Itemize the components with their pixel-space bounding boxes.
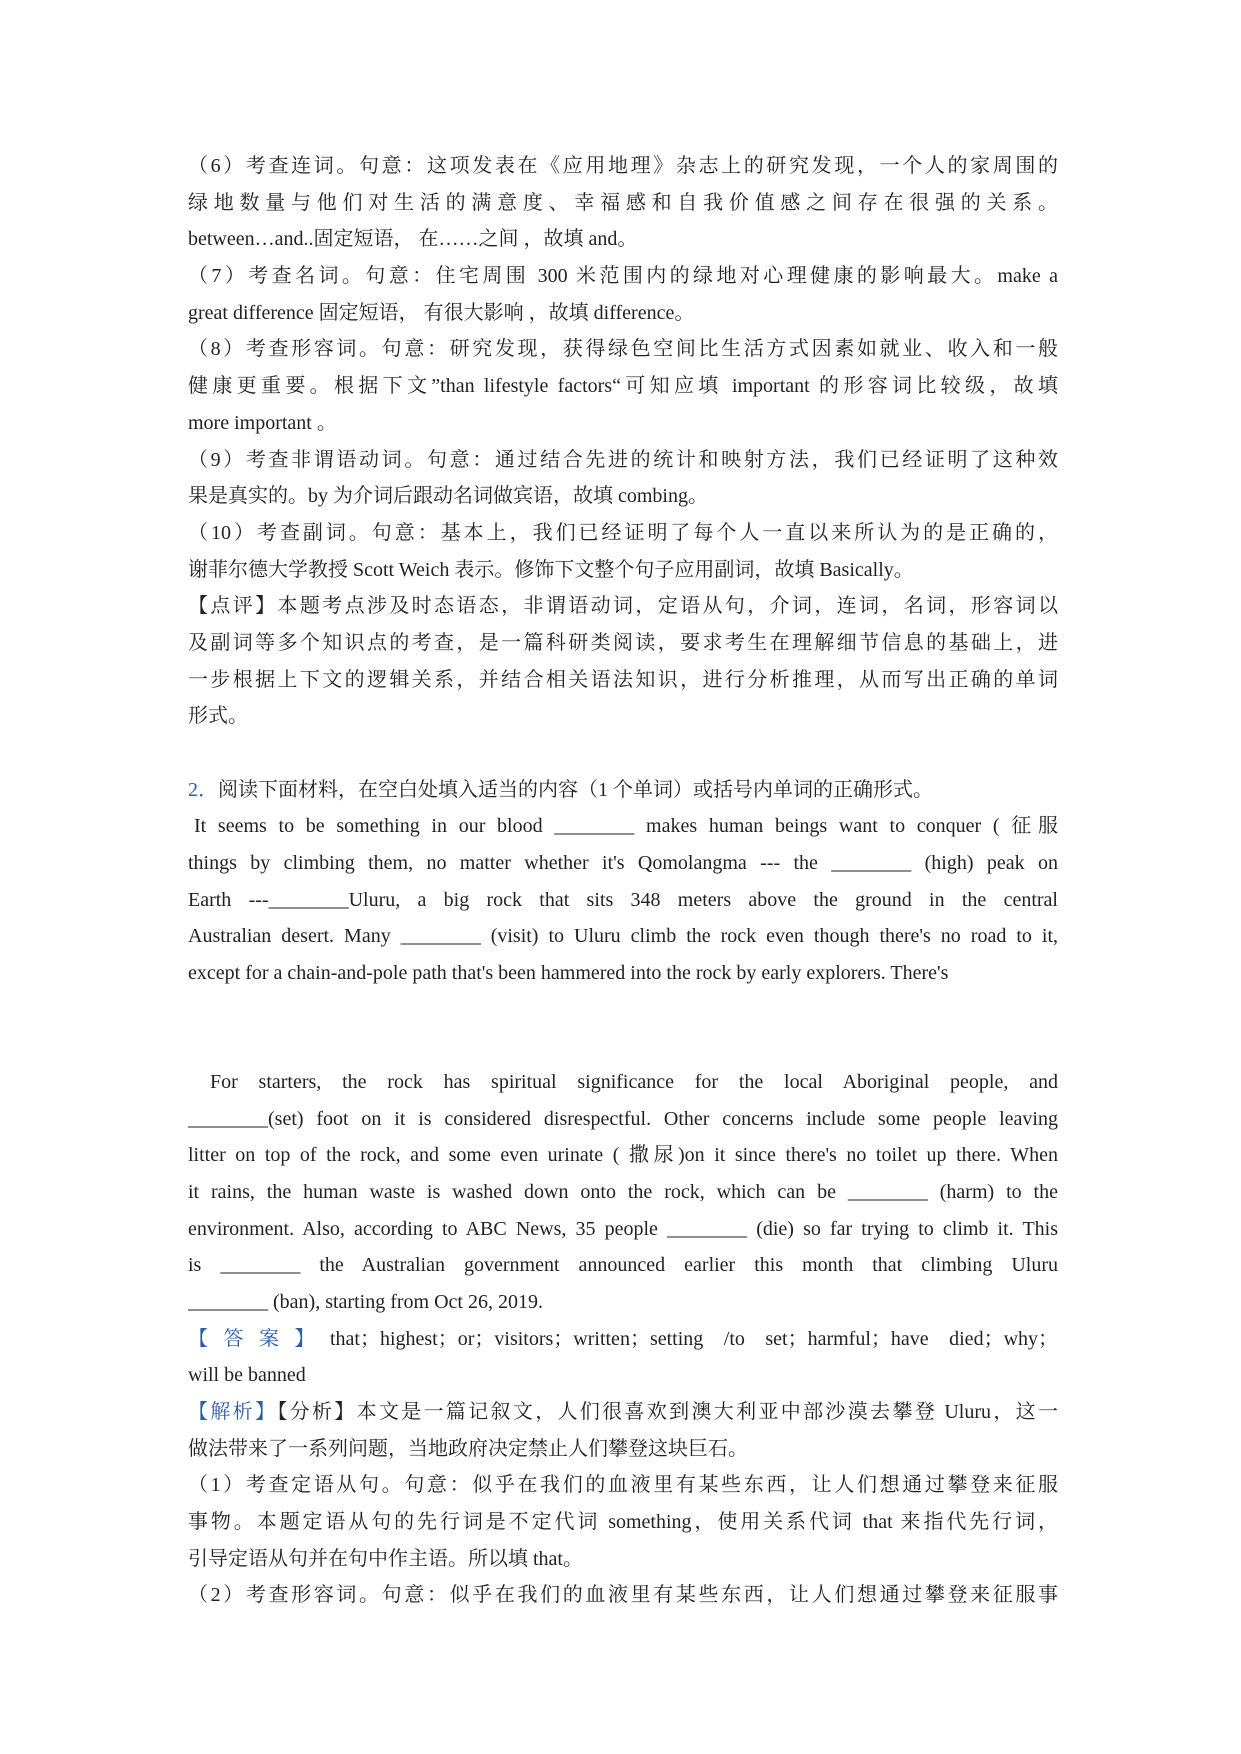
text-line: （6）考查连词。句意：这项发表在《应用地理》杂志上的研究发现，一个人的家周围的 <box>188 155 1058 177</box>
answer-line <box>188 1321 1058 1358</box>
text-line: more important 。 <box>188 411 337 434</box>
text-line: it rains, the human waste is washed down onto the rock, which can be ________ (harm) to the <box>188 1180 1058 1203</box>
answer-label: 【答案】 <box>188 1327 330 1350</box>
explanation-section <box>188 148 1058 735</box>
text-line: （10）考查副词。句意：基本上，我们已经证明了每个人一直以来所认为的是正确的， <box>188 521 1058 544</box>
question-2-instruction: 2．阅读下面材料，在空白处填入适当的内容（1 个单词）或括号内单词的正确形式。 <box>188 778 933 801</box>
text-line: Australian desert. Many ________ (visit) to Uluru climb the rock even though there's no road to it, <box>188 925 1058 948</box>
text-line: 做法带来了一系列问题，当地政府决定禁止人们攀登这块巨石。 <box>188 1437 748 1460</box>
text-line: 及副词等多个知识点的考查，是一篇科研类阅读，要求考生在理解细节信息的基础上，进 <box>188 631 1058 654</box>
text-line: 一步根据上下文的逻辑关系，并结合相关语法知识，进行分析推理，从而写出正确的单词 <box>188 668 1058 691</box>
text-line: 形式。 <box>188 705 248 728</box>
question-number: 2． <box>188 778 218 801</box>
text-line: （7）考查名词。句意：住宅周围 300 米范围内的绿地对心理健康的影响最大。make a <box>188 265 1058 288</box>
paragraph-gap <box>188 735 1058 772</box>
text-line: 绿地数量与他们对生活的满意度、幸福感和自我价值感之间存在很强的关系。 <box>188 191 1058 214</box>
text-line: Earth ---________Uluru, a big rock that sits 348 meters above the ground in the central <box>188 888 1058 911</box>
text-line: It seems to be something in our blood ________ makes human beings want to conquer ( 征服 <box>194 815 1058 838</box>
text-line: 果是真实的。by 为介词后跟动名词做宾语，故填 combing。 <box>188 485 708 508</box>
text-line: is ________ the Australian government announced earlier this month that climbing Uluru <box>188 1254 1058 1277</box>
text-line: great difference 固定短语， 有很大影响 ，故填 difference。 <box>188 301 695 324</box>
text-line: 【点评】本题考点涉及时态语态，非谓语动词，定语从句，介词，连词，名词，形容词以 <box>188 595 1058 618</box>
text-line: 引导定语从句并在句中作主语。所以填 that。 <box>188 1547 583 1570</box>
passage-paragraph-2 <box>188 1064 1058 1321</box>
text-line: ________ (ban), starting from Oct 26, 2019. <box>188 1290 543 1313</box>
analysis-line <box>188 1394 1058 1431</box>
analysis-label: 【解析】 <box>188 1401 278 1423</box>
analysis-text: 【分析】本文是一篇记叙文，人们很喜欢到澳大利亚中部沙漠去攀登 Uluru，这一 <box>277 1401 1058 1423</box>
text-line: ________(set) foot on it is considered disrespectful. Other concerns include some people leaving <box>188 1107 1058 1130</box>
passage-paragraph-1 <box>188 808 1058 991</box>
answer-line-2: will be banned <box>188 1364 306 1387</box>
text-line: litter on top of the rock, and some even urinate ( 撒尿)on it since there's no toilet up there. When <box>188 1144 1058 1167</box>
text-line: between…and..固定短语， 在……之间 ，故填 and。 <box>188 228 638 251</box>
text-line: （8）考查形容词。句意：研究发现，获得绿色空间比生活方式因素如就业、收入和一般 <box>188 338 1058 361</box>
document-page <box>188 148 1058 1614</box>
text-line: （9）考查非谓语动词。句意：通过结合先进的统计和映射方法，我们已经证明了这种效 <box>188 448 1058 471</box>
text-line: （1）考查定语从句。句意：似乎在我们的血液里有某些东西，让人们想通过攀登来征服 <box>188 1474 1058 1497</box>
text-line: 健康更重要。根据下文”than lifestyle factors“可知应填 important 的形容词比较级，故填 <box>188 375 1058 398</box>
text-line: environment. Also, according to ABC News, 35 people ________ (die) so far trying to climb it. This <box>188 1217 1058 1240</box>
text-line: things by climbing them, no matter whether it's Qomolangma --- the ________ (high) peak on <box>188 852 1058 875</box>
text-line: except for a chain-and-pole path that's been hammered into the rock by early explorers. There's <box>188 962 949 985</box>
text-line: （2）考查形容词。句意：似乎在我们的血液里有某些东西，让人们想通过攀登来征服事 <box>188 1584 1058 1607</box>
answer-text: that；highest；or；visitors；written；setting /to set；harmful；have died；why； <box>329 1327 1058 1350</box>
text-line: 事物。本题定语从句的先行词是不定代词 something，使用关系代词 that 来指代先行词， <box>188 1511 1058 1534</box>
missing-text-gap <box>188 992 1058 1064</box>
analysis-section <box>188 1431 1058 1614</box>
text-line: 谢菲尔德大学教授 Scott Weich 表示。修饰下文整个句子应用副词，故填 Basically。 <box>188 558 914 581</box>
text-line: For starters, the rock has spiritual significance for the local Aboriginal people, and <box>210 1070 1058 1093</box>
